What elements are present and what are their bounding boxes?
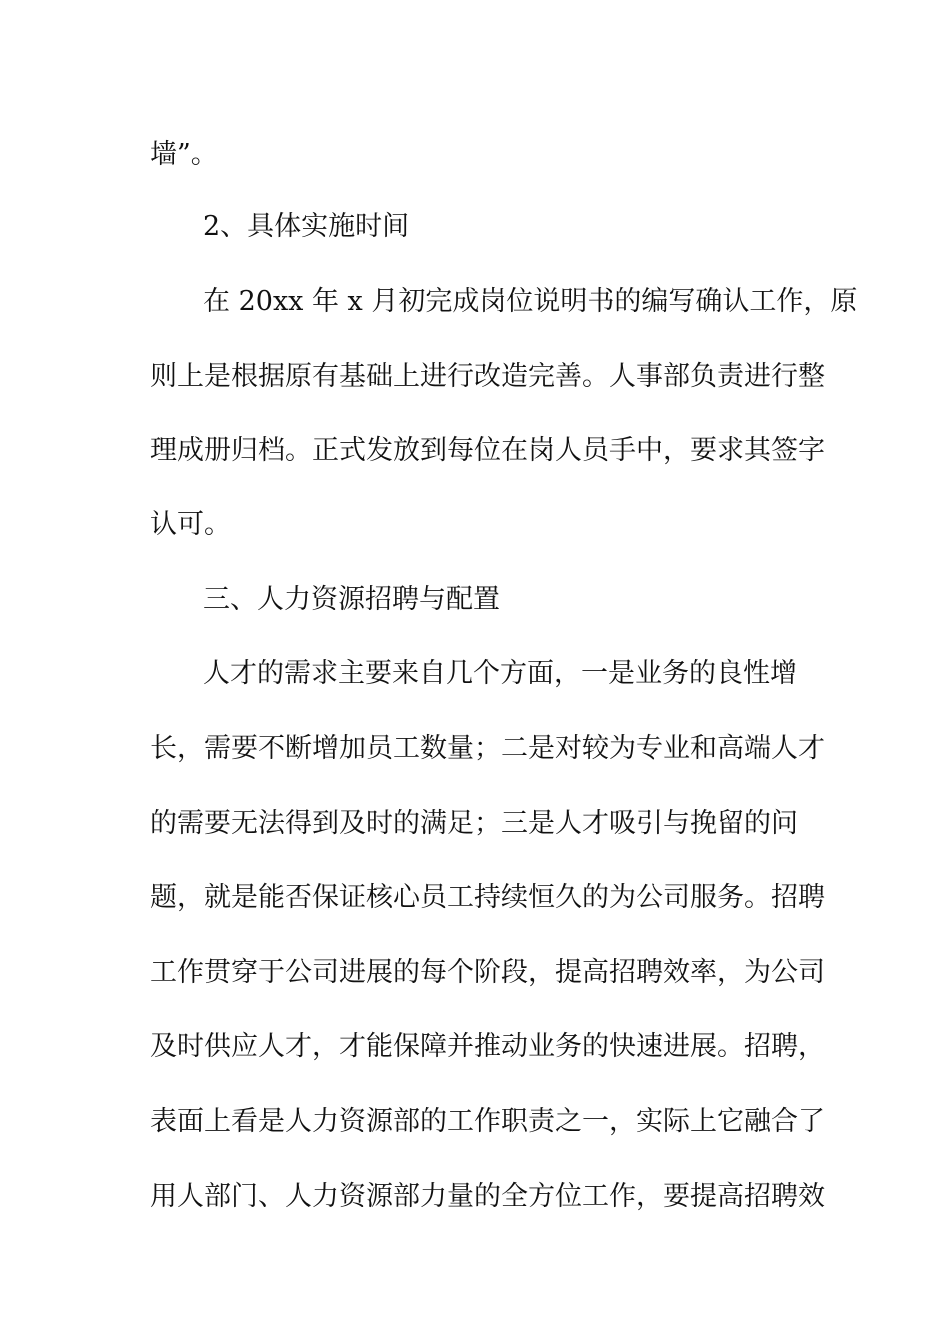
paragraph-line: 在 20xx 年 x 月初完成岗位说明书的编写确认工作，原 [203,286,858,317]
section-heading: 三、人力资源招聘与配置 [203,584,500,615]
paragraph-line: 及时供应人才，才能保障并推动业务的快速进展。招聘， [150,1031,825,1062]
paragraph-line: 墙”。 [150,139,218,170]
paragraph-line: 人才的需求主要来自几个方面，一是业务的良性增 [203,658,797,689]
paragraph-line: 长，需要不断增加员工数量；二是对较为专业和高端人才 [150,733,825,764]
paragraph-line: 工作贯穿于公司进展的每个阶段，提高招聘效率，为公司 [150,957,825,988]
paragraph-line: 理成册归档。正式发放到每位在岗人员手中，要求其签字 [150,435,825,466]
paragraph-line: 认可。 [150,509,231,540]
paragraph-line: 则上是根据原有基础上进行改造完善。人事部负责进行整 [150,361,825,392]
paragraph-line: 用人部门、人力资源部力量的全方位工作，要提高招聘效 [150,1181,825,1212]
paragraph-line: 题，就是能否保证核心员工持续恒久的为公司服务。招聘 [150,882,825,913]
paragraph-line: 的需要无法得到及时的满足；三是人才吸引与挽留的问 [150,808,798,839]
section-heading: 2、具体实施时间 [203,211,410,242]
paragraph-line: 表面上看是人力资源部的工作职责之一，实际上它融合了 [150,1106,825,1137]
